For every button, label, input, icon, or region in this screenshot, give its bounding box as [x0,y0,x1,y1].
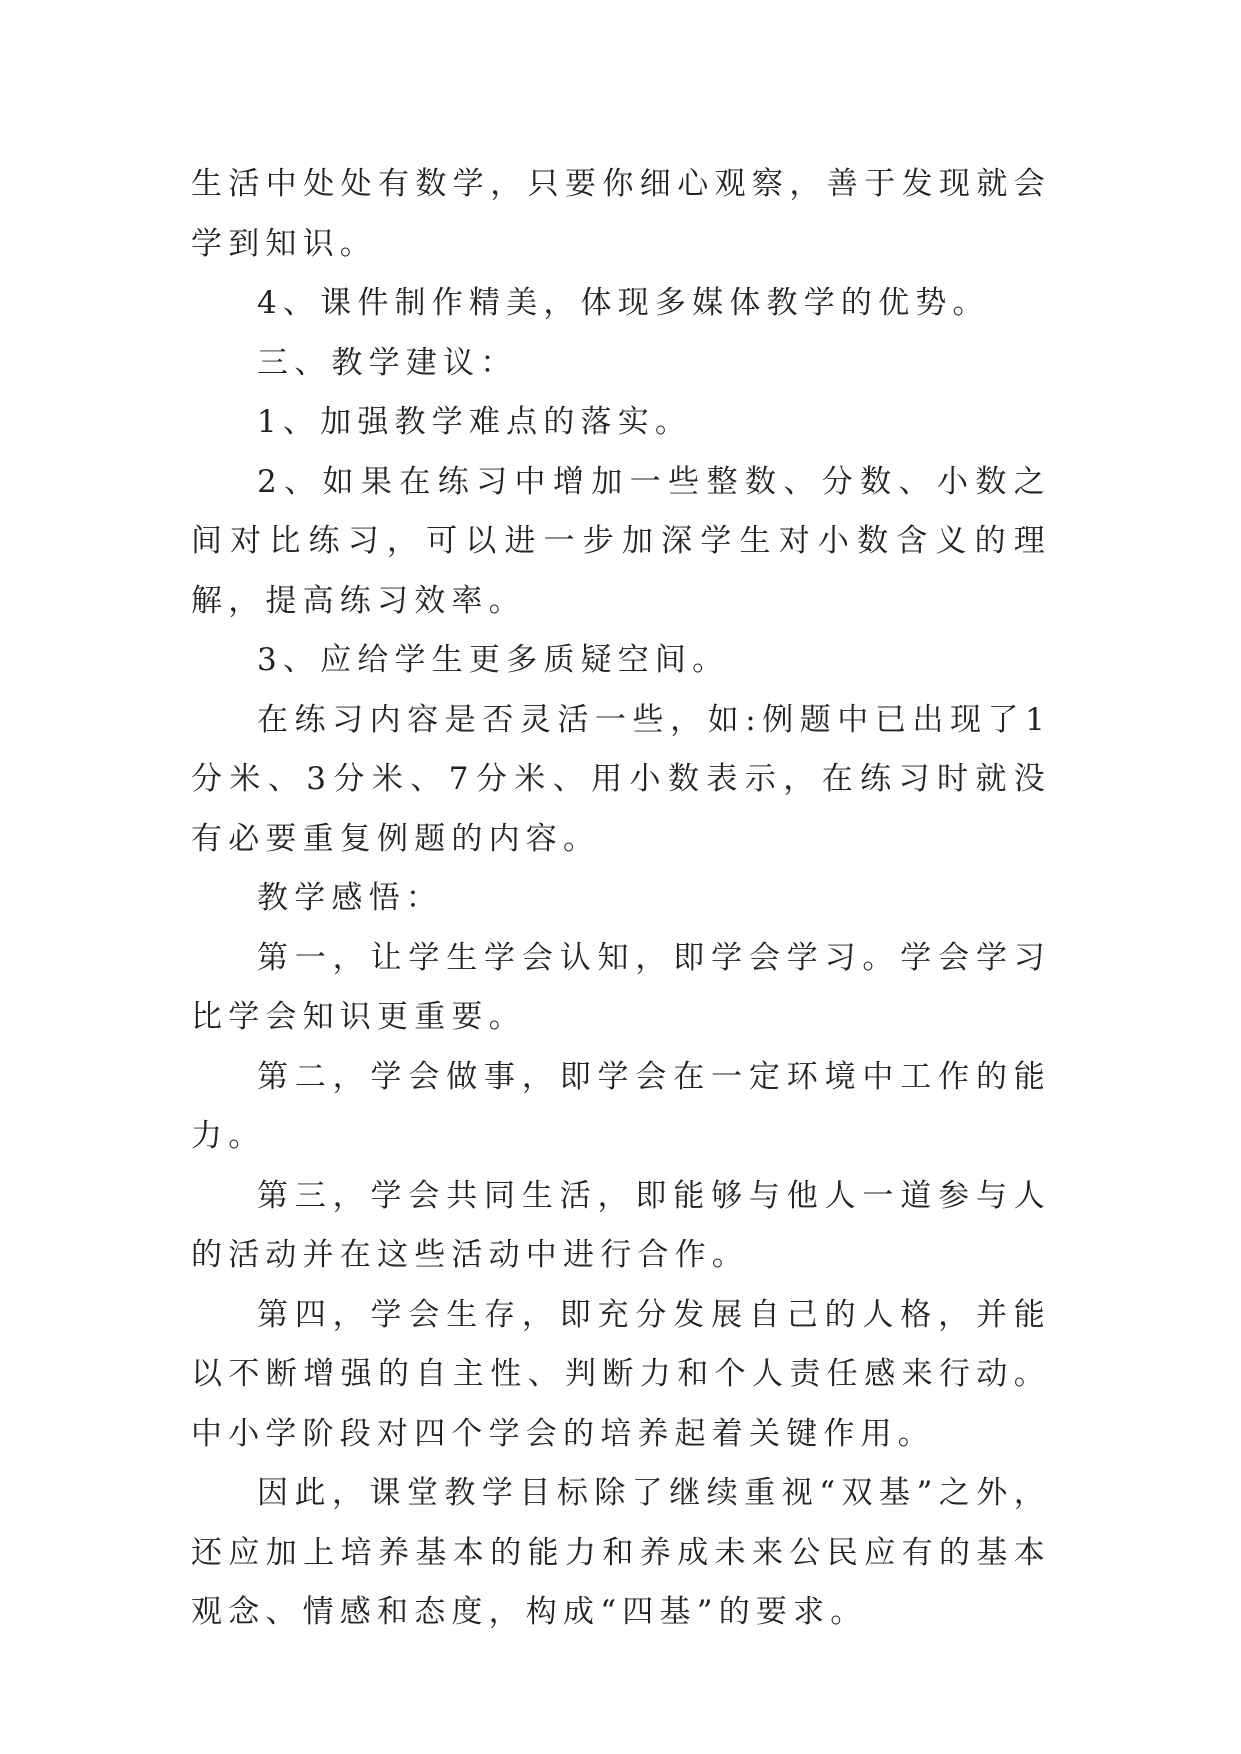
paragraph: 第三，学会共同生活，即能够与他人一道参与人的活动并在这些活动中进行合作。 [191,1177,1051,1273]
paragraph: 1、加强教学难点的落实。 [257,404,693,440]
section-heading: 教学感悟： [257,880,443,916]
paragraph: 第二，学会做事，即学会在一定环境中工作的能力。 [191,1058,1051,1154]
paragraph: 在练习内容是否灵活一些，如:例题中已出现了1分米、3分米、7分米、用小数表示，在练习时就没有必要重复例题的内容。 [191,701,1051,857]
paragraph: 第一，让学生学会认知，即学会学习。学会学习比学会知识更重要。 [191,939,1051,1035]
section-heading: 三、教学建议： [257,344,518,381]
paragraph: 第四，学会生存，即充分发展自己的人格，并能以不断增强的自主性、判断力和个人责任感来行动。中小学阶段对四个学会的培养起着关键作用。 [191,1296,1051,1452]
paragraph: 4、课件制作精美，体现多媒体教学的优势。 [257,285,990,321]
paragraph: 生活中处处有数学，只要你细心观察，善于发现就会学到知识。 [191,166,1051,262]
paragraph: 因此，课堂教学目标除了继续重视“双基”之外，还应加上培养基本的能力和养成未来公民应有的基本观念、情感和态度，构成“四基”的要求。 [191,1475,1051,1630]
paragraph: 2、如果在练习中增加一些整数、分数、小数之间对比练习，可以进一步加深学生对小数含义的理解，提高练习效率。 [191,463,1051,619]
paragraph: 3、应给学生更多质疑空间。 [257,642,730,678]
document-body [191,155,1051,1643]
